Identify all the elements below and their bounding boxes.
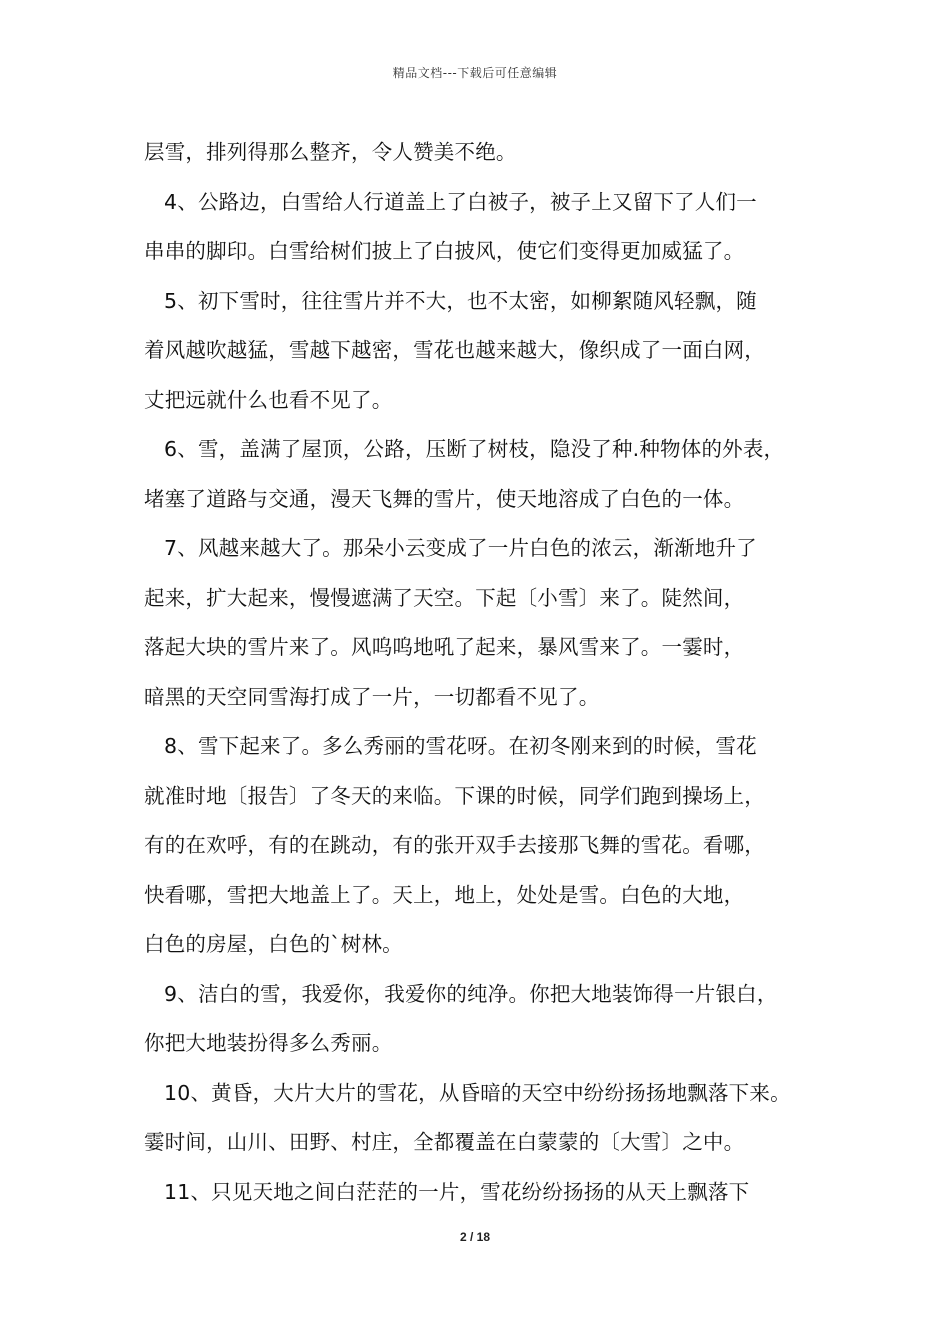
page-number: 2 / 18 [459,1230,491,1244]
text-line: 6、雪，盖满了屋顶，公路，压断了树枝，隐没了种.种物体的外表， [164,437,785,461]
text-line: 串串的脚印。白雪给树们披上了白披风，使它们变得更加威猛了。 [144,239,745,263]
text-line: 4、公路边，白雪给人行道盖上了白被子，被子上又留下了人们一 [164,189,757,214]
text-line: 有的在欢呼，有的在跳动，有的张开双手去接那飞舞的雪花。看哪， [144,833,765,857]
text-line: 丈把远就什么也看不见了。 [144,387,393,412]
document-body [144,128,824,1217]
text-line: 暗黑的天空同雪海打成了一片，一切都看不见了。 [144,684,600,709]
text-line: 白色的房屋，白色的`树林。 [144,932,403,956]
text-line: 你把大地装扮得多么秀丽。 [144,1031,393,1055]
text-line: 5、初下雪时，往往雪片并不大，也不太密，如柳絮随风轻飘，随 [164,288,757,313]
text-line: 快看哪，雪把大地盖上了。天上，地上，处处是雪。白色的大地， [144,882,745,907]
text-line: 霎时间，山川、田野、村庄，全都覆盖在白蒙蒙的〔大雪〕之中。 [144,1130,745,1154]
text-line: 起来，扩大起来，慢慢遮满了天空。下起〔小雪〕来了。陡然间， [144,585,745,610]
text-line: 就准时地〔报告〕了冬天的来临。下课的时候，同学们跑到操场上， [144,783,765,808]
text-line: 层雪，排列得那么整齐，令人赞美不绝。 [144,140,517,164]
text-line: 8、雪下起来了。多么秀丽的雪花呀。在初冬刚来到的时候，雪花 [164,734,757,758]
text-line: 7、风越来越大了。那朵小云变成了一片白色的浓云，渐渐地升了 [164,536,757,560]
text-line: 11、只见天地之间白茫茫的一片，雪花纷纷扬扬的从天上飘落下 [164,1179,750,1204]
text-line: 落起大块的雪片来了。风呜呜地吼了起来，暴风雪来了。一霎时， [144,635,745,659]
page-header: 精品文档---下载后可任意编辑 [392,66,558,80]
text-line: 9、洁白的雪，我爱你，我爱你的纯净。你把大地装饰得一片银白， [164,981,778,1006]
text-line: 10、黄昏，大片大片的雪花，从昏暗的天空中纷纷扬扬地飘落下来。 [164,1080,791,1105]
text-line: 着风越吹越猛，雪越下越密，雪花也越来越大，像织成了一面白网， [144,338,765,362]
text-line: 堵塞了道路与交通，漫天飞舞的雪片，使天地溶成了白色的一体。 [144,486,745,511]
